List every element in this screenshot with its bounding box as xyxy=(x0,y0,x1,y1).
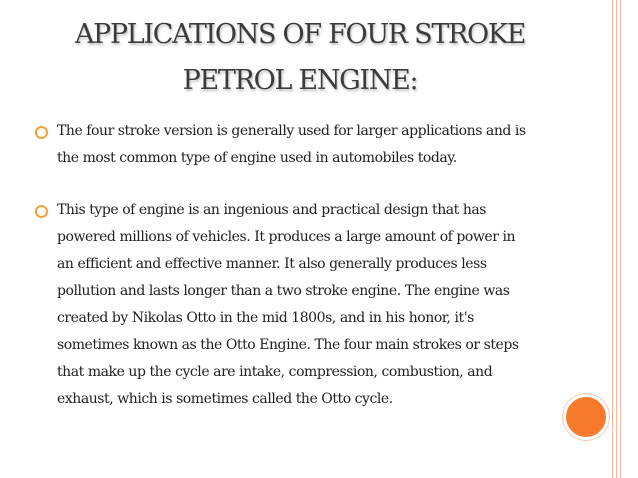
bullet-line: The four stroke version is generally used for larger applications and is xyxy=(57,123,526,139)
bullet-item xyxy=(34,197,574,413)
bullet-line: an efficient and effective manner. It also generally produces less xyxy=(57,256,487,272)
ring-bullet-icon xyxy=(35,205,48,218)
bullet-line: powered millions of vehicles. It produces a large amount of power in xyxy=(57,229,516,245)
bullet-line: pollution and lasts longer than a two stroke engine. The engine was xyxy=(57,283,510,299)
slide-title-line: PETROL ENGINE: xyxy=(182,65,418,96)
bullet-line: sometimes known as the Otto Engine. The four main strokes or steps xyxy=(57,337,519,353)
margin-rule xyxy=(612,0,613,478)
bullet-line: This type of engine is an ingenious and practical design that has xyxy=(57,202,487,218)
slide-title-line: APPLICATIONS OF FOUR STROKE xyxy=(74,19,526,50)
bullet-line: that make up the cycle are intake, compression, combustion, and xyxy=(57,364,493,380)
margin-rule xyxy=(616,0,617,478)
bullet-line: created by Nikolas Otto in the mid 1800s, and in his honor, it's xyxy=(57,310,474,326)
bullet-item xyxy=(34,118,574,172)
ring-bullet-icon xyxy=(35,126,48,139)
margin-rule xyxy=(620,0,621,478)
slide-title xyxy=(60,12,540,104)
bullet-line: exhaust, which is sometimes called the Otto cycle. xyxy=(57,391,393,407)
bullet-list xyxy=(34,118,574,413)
bullet-line: the most common type of engine used in automobiles today. xyxy=(57,150,457,166)
